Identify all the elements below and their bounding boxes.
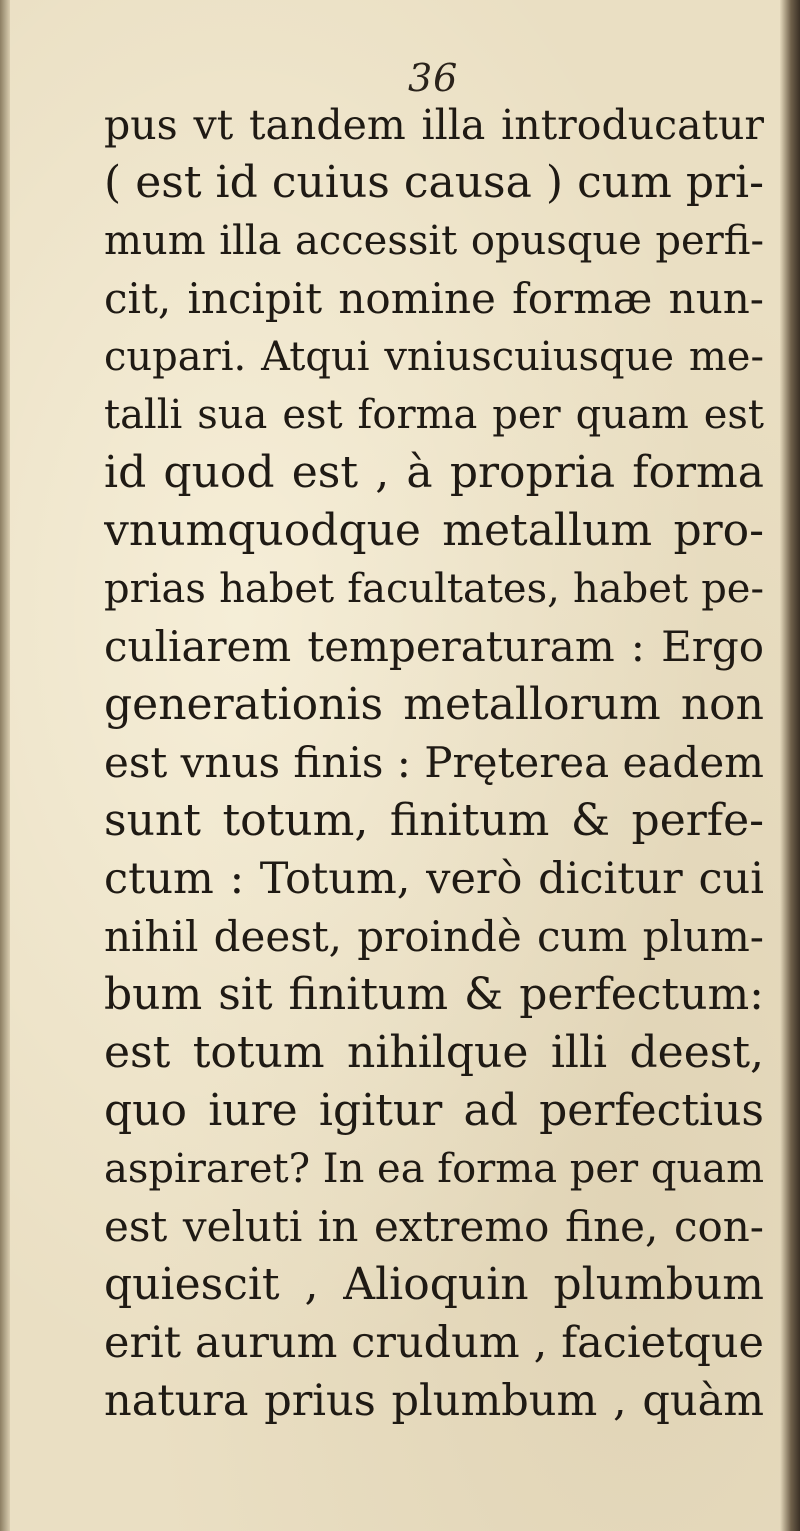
text-line: ( est id cuius causa ) cum pri- xyxy=(104,157,764,208)
text-line: est totum nihilque illi deest, xyxy=(104,1027,764,1078)
text-line: quiescit , Alioquin plumbum xyxy=(104,1259,764,1310)
text-line: id quod est , à propria forma xyxy=(104,447,764,498)
text-line: prias habet facultates, habet pe- xyxy=(104,566,764,612)
text-line: pus vt tandem illa introducatur xyxy=(104,101,764,149)
text-line: est vnus finis : Pręterea eadem xyxy=(104,738,764,787)
text-line: talli sua est forma per quam est xyxy=(104,392,764,438)
text-line: nihil deest, proindè cum plum- xyxy=(104,912,764,961)
text-line: est veluti in extremo fine, con- xyxy=(104,1202,764,1251)
text-line: natura prius plumbum , quàm xyxy=(104,1376,764,1426)
page-number: 36 xyxy=(408,56,459,100)
text-line: ctum : Totum, verò dicitur cui xyxy=(104,854,764,904)
text-line: quo iure igitur ad perfectius xyxy=(104,1085,764,1136)
body-text xyxy=(104,96,764,1430)
text-line: bum sit finitum & perfectum: xyxy=(104,969,764,1020)
text-line: erit aurum crudum , facietque xyxy=(104,1318,764,1368)
page-right-edge xyxy=(780,0,800,1531)
text-line: aspiraret? In ea forma per quam xyxy=(104,1146,764,1192)
text-line: cit, incipit nomine formæ nun- xyxy=(104,274,764,323)
text-line: vnumquodque metallum pro- xyxy=(104,505,764,556)
text-line: culiarem temperaturam : Ergo xyxy=(104,622,764,671)
text-line: sunt totum, finitum & perfe- xyxy=(104,795,764,846)
text-line: generationis metallorum non xyxy=(104,679,764,730)
page-left-edge xyxy=(0,0,10,1531)
text-line: mum illa accessit opusque perfi- xyxy=(104,218,764,264)
text-line: cupari. Atqui vniuscuiusque me- xyxy=(104,334,764,380)
